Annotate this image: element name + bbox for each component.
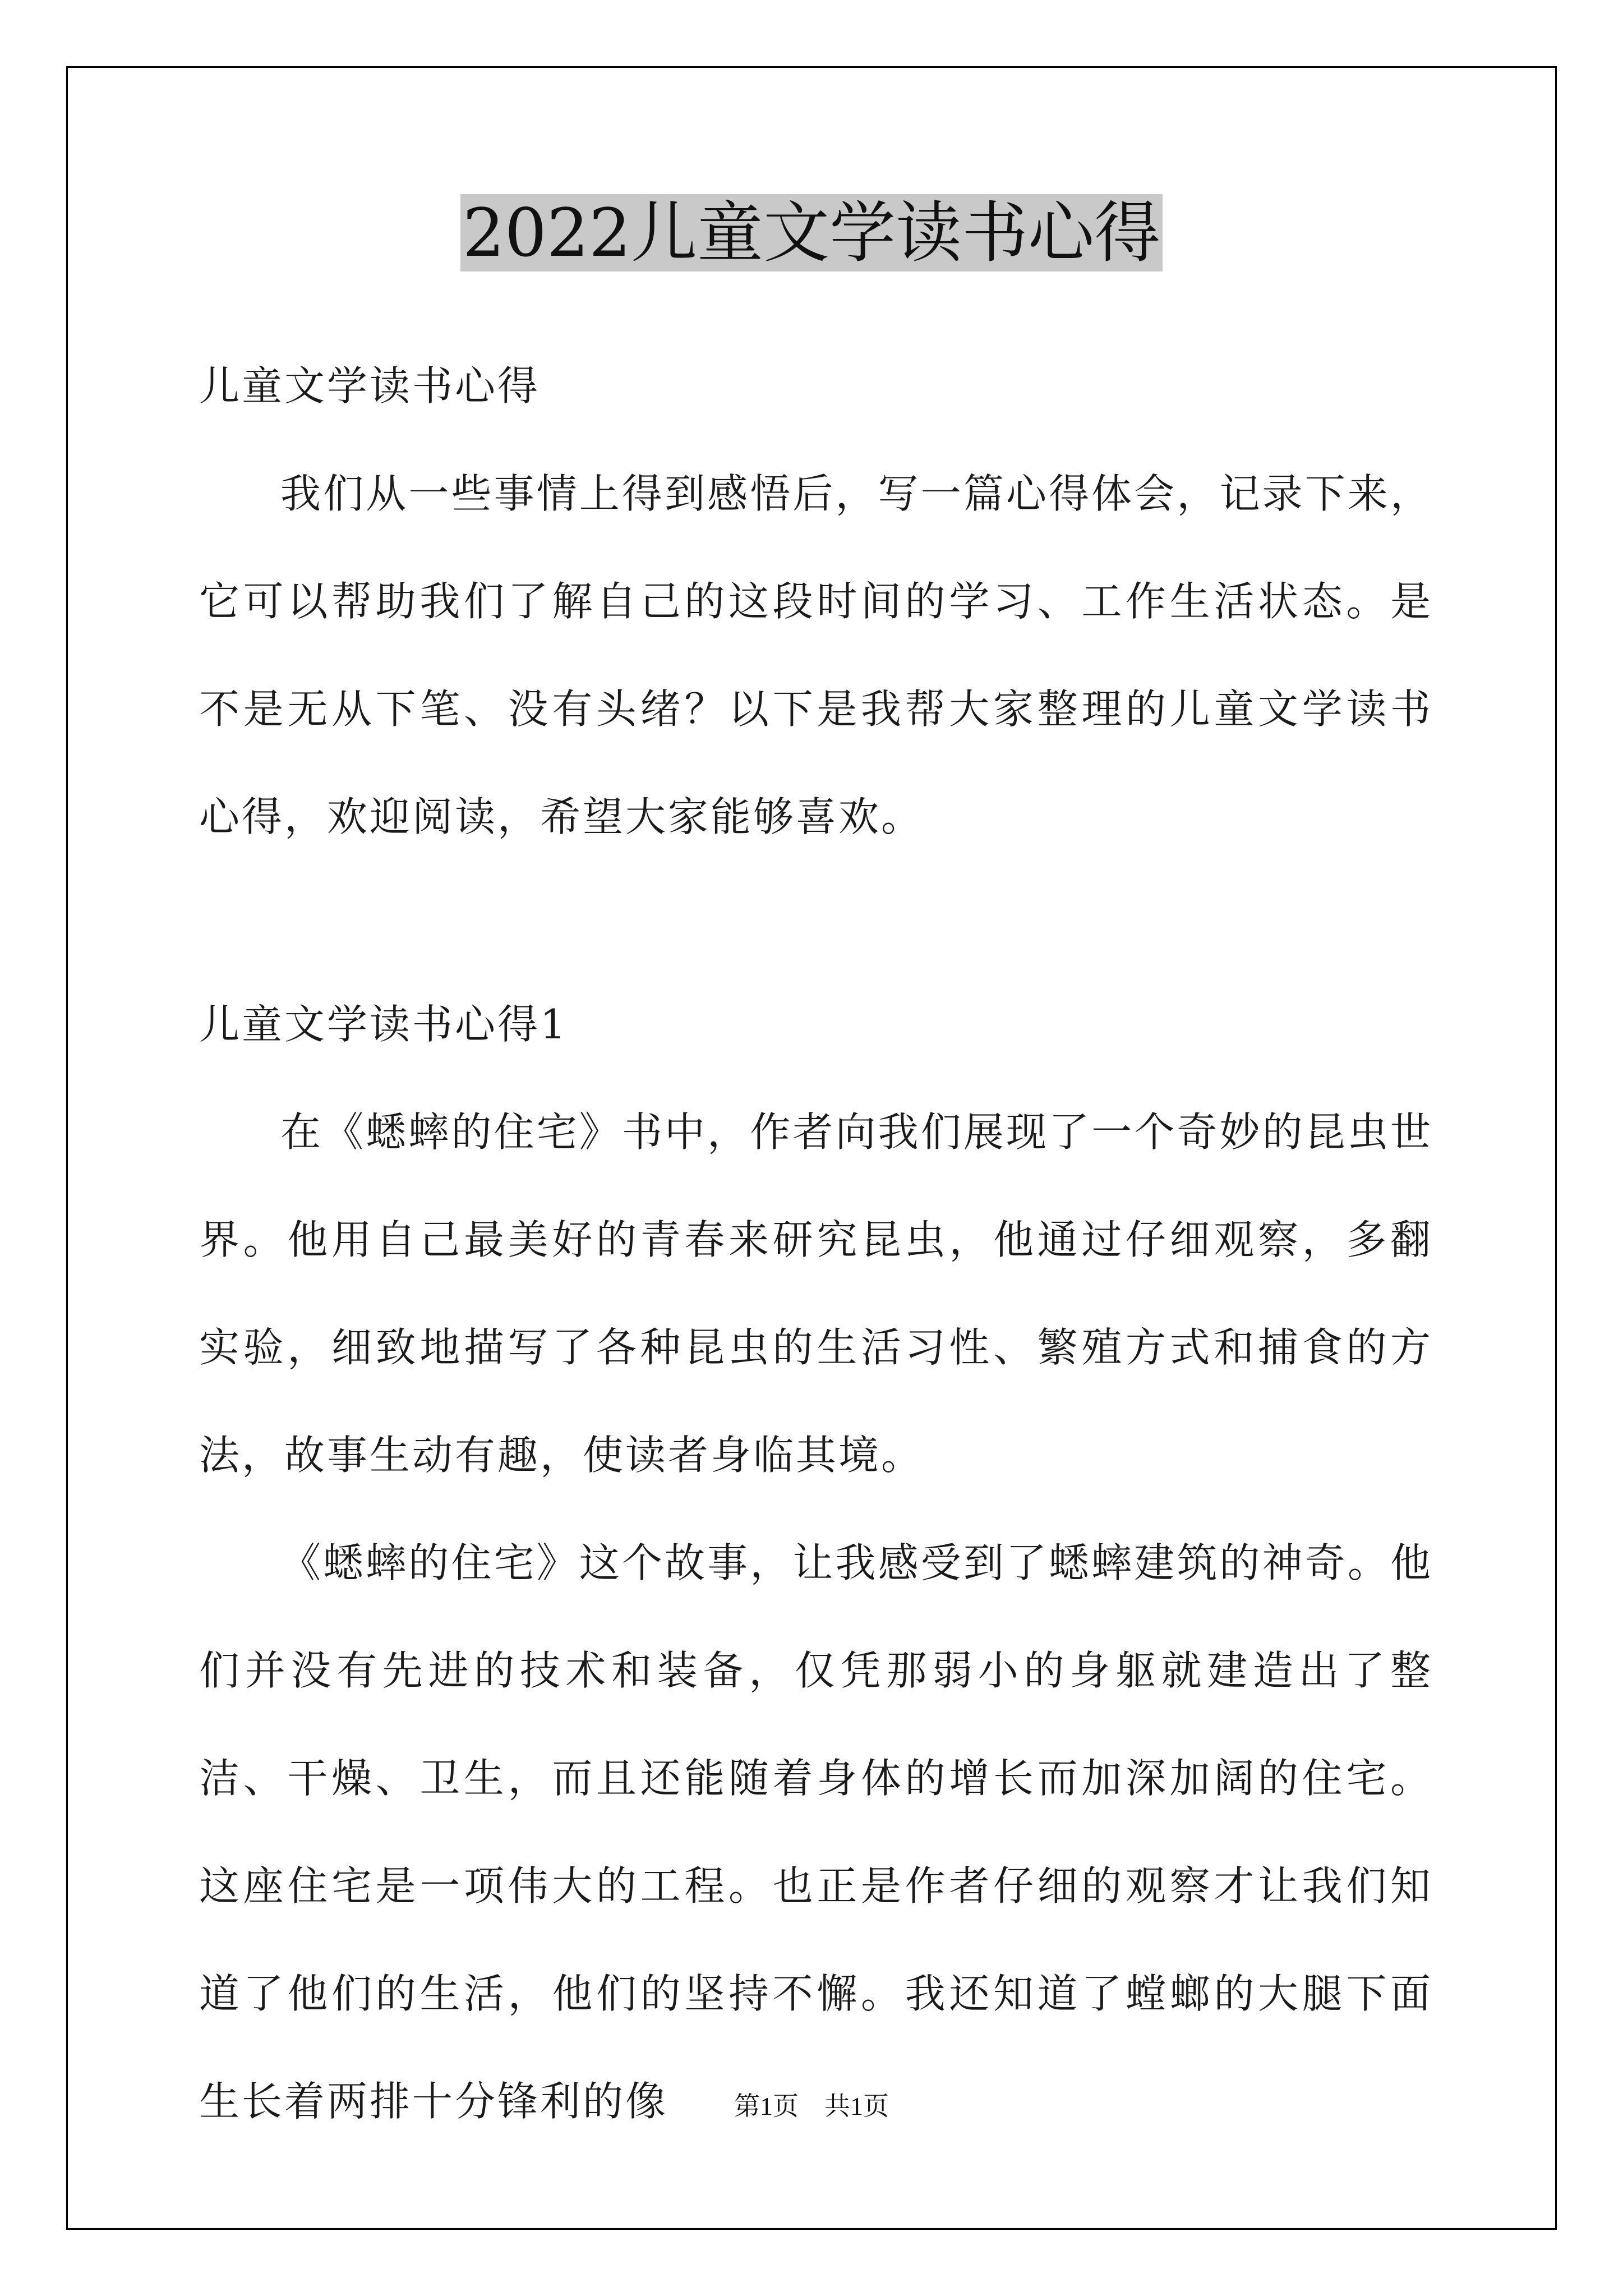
document-title-text: 2022儿童文学读书心得 [460,194,1163,272]
document-subtitle: 儿童文学读书心得 [199,362,541,409]
intro-paragraph: 我们从一些事情上得到感悟后，写一篇心得体会，记录下来，它可以帮助我们了解自己的这段时间的学习、工作生活状态。是不是无从下笔、没有头绪？以下是我帮大家整理的儿童文学读书心得，欢迎阅读，希望大家能够喜欢。 [199,470,1433,840]
body-paragraph-1: 在《蟋蟀的住宅》书中，作者向我们展现了一个奇妙的昆虫世界。他用自己最美好的青春来研究昆虫，他通过仔细观察，多翻实验，细致地描写了各种昆虫的生活习性、繁殖方式和捕食的方法，故事生动有趣，使读者身临其境。 [199,1108,1433,1479]
body-paragraph-2: 《蟋蟀的住宅》这个故事，让我感受到了蟋蟀建筑的神奇。他们并没有先进的技术和装备，仅凭那弱小的身躯就建造出了整洁、干燥、卫生，而且还能随着身体的增长而加深加阔的住宅。这座住宅是一项伟大的工程。也正是作者仔细的观察才让我们知道了他们的生活，他们的坚持不懈。我还知道了螳螂的大腿下面生长着两排十分锋利的像 [199,1539,1433,2125]
section-heading: 儿童文学读书心得1 [199,1001,568,1048]
document-title [0,191,1623,275]
page-number-footer: 第1页 共1页 [734,2092,889,2120]
